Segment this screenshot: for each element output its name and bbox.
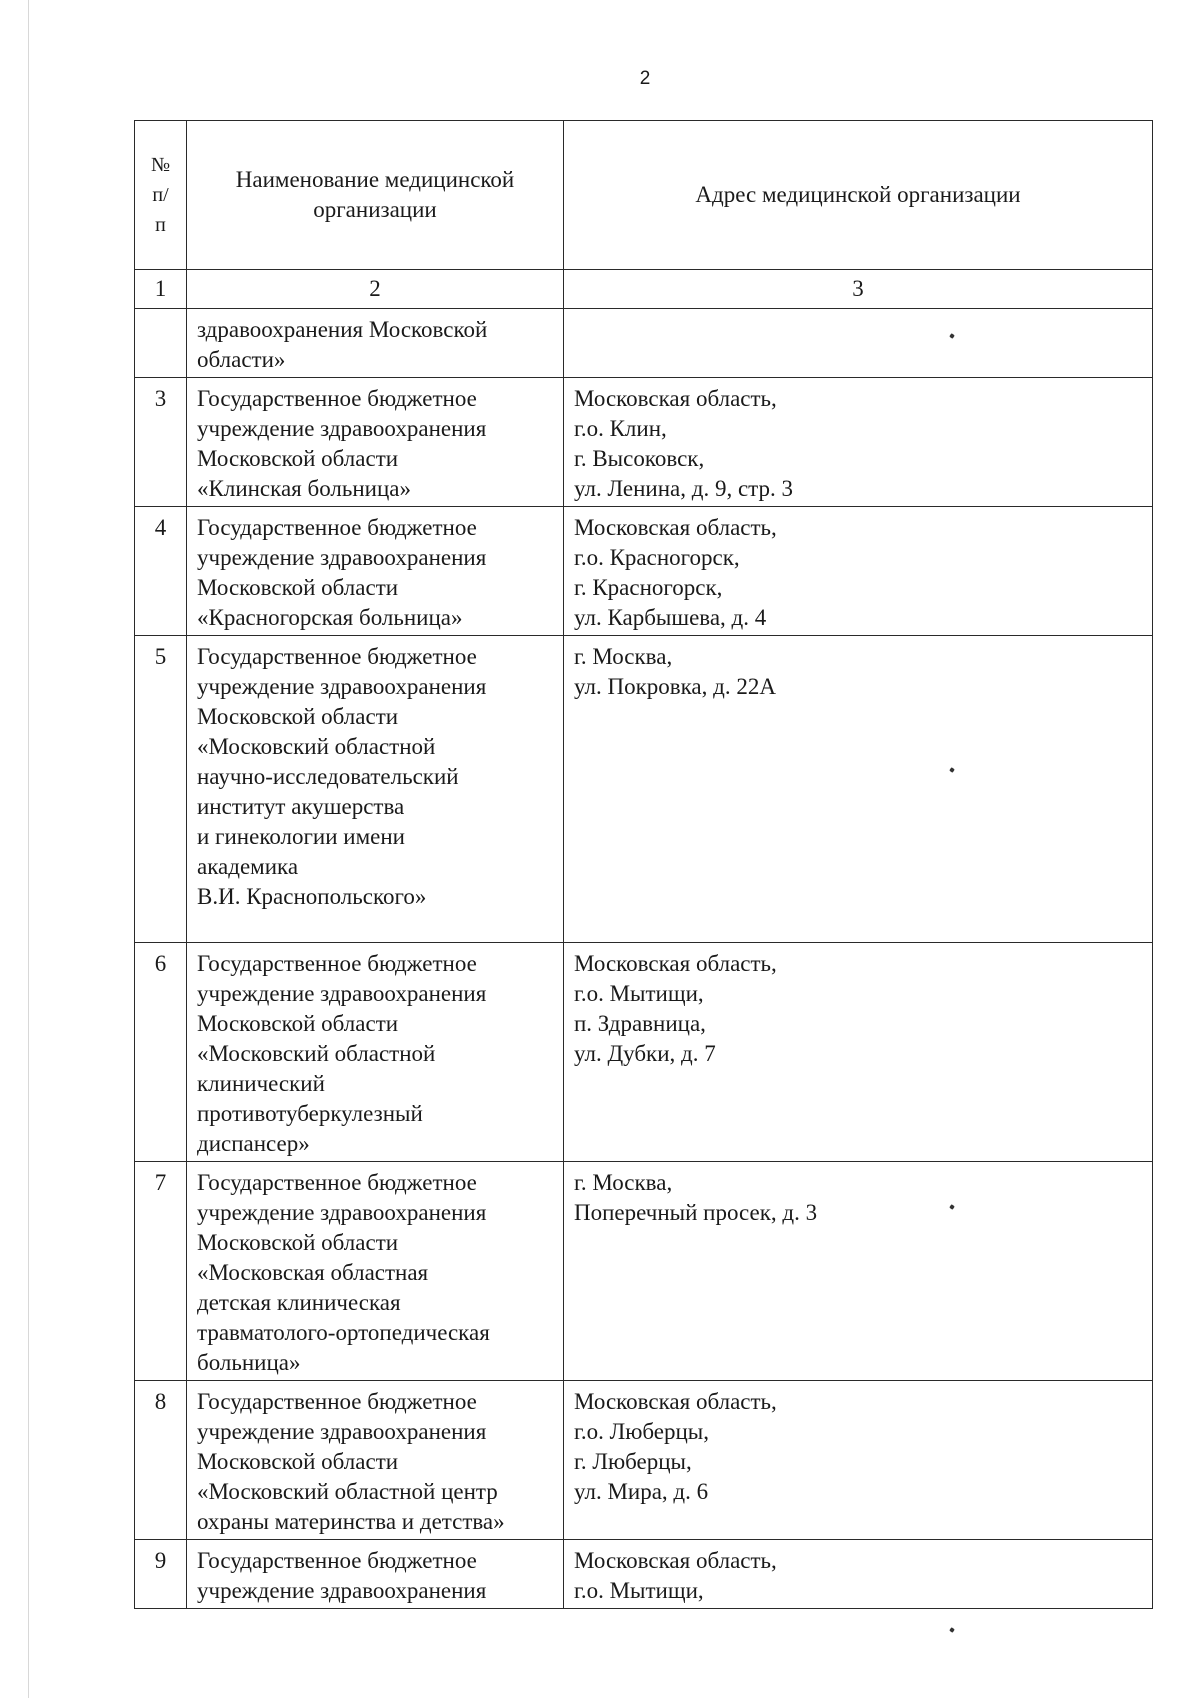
organization-name-line: клинический — [197, 1071, 325, 1096]
organization-name-line: Московской области — [197, 1011, 399, 1036]
table-row — [135, 1162, 1153, 1381]
organization-name — [187, 943, 564, 1162]
column-numbers-row — [135, 270, 1153, 309]
organization-address-line: Московская область, — [574, 386, 777, 411]
header-number — [135, 121, 187, 270]
row-number: 7 — [135, 1162, 187, 1381]
organization-address-line: г. Москва, — [574, 1170, 673, 1195]
header-name — [187, 121, 564, 270]
organization-address — [564, 1381, 1153, 1540]
organization-name — [187, 636, 564, 943]
organization-name-line: Московской области — [197, 446, 399, 471]
organization-name-line: учреждение здравоохранения — [197, 1200, 487, 1225]
column-number: 1 — [135, 270, 187, 309]
organization-address-line: г.о. Мытищи, — [574, 981, 704, 1006]
organization-name-line: «Красногорская больница» — [197, 605, 463, 630]
organization-address — [564, 1162, 1153, 1381]
organization-name-line: охраны материнства и детства» — [197, 1509, 505, 1534]
organization-name-line: Государственное бюджетное — [197, 1389, 477, 1414]
organization-address — [564, 1540, 1153, 1609]
organization-address-line: п. Здравница, — [574, 1011, 706, 1036]
organization-name-line: Государственное бюджетное — [197, 1170, 477, 1195]
table-row — [135, 309, 1153, 378]
table-row — [135, 1540, 1153, 1609]
row-number: 4 — [135, 507, 187, 636]
organization-address-line: Московская область, — [574, 515, 777, 540]
organization-address-line: г.о. Красногорск, — [574, 545, 740, 570]
organization-address-line: ул. Мира, д. 6 — [574, 1479, 709, 1504]
table-row — [135, 636, 1153, 943]
organization-name-line: учреждение здравоохранения — [197, 545, 487, 570]
organization-address — [564, 507, 1153, 636]
row-number: 5 — [135, 636, 187, 943]
organization-name-line: учреждение здравоохранения — [197, 674, 487, 699]
header-number-line: п/ — [152, 184, 169, 206]
organization-address-line: ул. Покровка, д. 22А — [574, 674, 776, 699]
header-address: Адрес медицинской организации — [564, 121, 1153, 270]
header-number-line: п — [155, 214, 166, 236]
organization-name — [187, 378, 564, 507]
table-row — [135, 1381, 1153, 1540]
organization-address-line: ул. Дубки, д. 7 — [574, 1041, 716, 1066]
organization-name — [187, 1381, 564, 1540]
organization-name-line: детская клиническая — [197, 1290, 401, 1315]
organization-name-line: диспансер» — [197, 1131, 310, 1156]
organization-name-line: академика — [197, 854, 299, 879]
organization-address — [564, 943, 1153, 1162]
organization-name-line: здравоохранения Московской — [197, 317, 488, 342]
organization-address-line: Московская область, — [574, 1389, 777, 1414]
organization-name-line: институт акушерства — [197, 794, 405, 819]
organization-name-line: «Клинская больница» — [197, 476, 412, 501]
organization-name — [187, 1540, 564, 1609]
organization-name-line: учреждение здравоохранения — [197, 1419, 487, 1444]
medical-organizations-table — [134, 120, 1153, 1609]
organization-name-line: Московской области — [197, 1449, 399, 1474]
organization-name — [187, 507, 564, 636]
organization-name-line: Государственное бюджетное — [197, 644, 477, 669]
scan-edge-line — [28, 0, 29, 1698]
organization-name — [187, 309, 564, 378]
table-row — [135, 507, 1153, 636]
organization-address-line: Московская область, — [574, 1548, 777, 1573]
organization-name-line: противотуберкулезный — [197, 1101, 423, 1126]
organization-address-line: ул. Карбышева, д. 4 — [574, 605, 767, 630]
organization-name-line: «Московский областной — [197, 1041, 436, 1066]
table-row — [135, 378, 1153, 507]
organization-address-line: Поперечный просек, д. 3 — [574, 1200, 818, 1225]
organization-address-line: г.о. Клин, — [574, 416, 667, 441]
organization-name-line: «Московский областной центр — [197, 1479, 498, 1504]
organization-name-line: области» — [197, 347, 286, 372]
row-number: 9 — [135, 1540, 187, 1609]
organization-name-line: травматолого-ортопедическая — [197, 1320, 490, 1345]
header-name-line: Наименование медицинской — [235, 167, 515, 192]
row-number: 8 — [135, 1381, 187, 1540]
organization-name-line: Московской области — [197, 575, 399, 600]
organization-name-line: учреждение здравоохранения — [197, 416, 487, 441]
column-number: 2 — [187, 270, 564, 309]
table-row — [135, 943, 1153, 1162]
header-number-line: № — [150, 154, 171, 176]
organization-name-line: больница» — [197, 1350, 301, 1375]
organization-address-line: ул. Ленина, д. 9, стр. 3 — [574, 476, 793, 501]
organization-name-line: научно-исследовательский — [197, 764, 459, 789]
organization-name-line: «Московская областная — [197, 1260, 429, 1285]
organization-name-line: учреждение здравоохранения — [197, 1578, 487, 1603]
organization-name-line: Государственное бюджетное — [197, 386, 477, 411]
organization-name-line: «Московский областной — [197, 734, 436, 759]
organization-name-line: Московской области — [197, 1230, 399, 1255]
page-number: 2 — [639, 68, 651, 89]
organization-address-line: г. Москва, — [574, 644, 673, 669]
organization-address-line: г. Высоковск, — [574, 446, 705, 471]
organization-name-line: Государственное бюджетное — [197, 515, 477, 540]
organization-address-line: Московская область, — [574, 951, 777, 976]
organization-name-line: Государственное бюджетное — [197, 951, 477, 976]
organization-name-line: Государственное бюджетное — [197, 1548, 477, 1573]
organization-address-line: г. Люберцы, — [574, 1449, 692, 1474]
header-name-line: организации — [313, 197, 437, 222]
organization-address — [564, 378, 1153, 507]
scan-speck — [949, 1627, 955, 1633]
table-header-row — [135, 121, 1153, 270]
organization-name — [187, 1162, 564, 1381]
organization-name-line: и гинекологии имени — [197, 824, 405, 849]
organization-name-line: учреждение здравоохранения — [197, 981, 487, 1006]
organization-address-line: г. Красногорск, — [574, 575, 723, 600]
organization-name-line: Московской области — [197, 704, 399, 729]
row-number — [135, 309, 187, 378]
organization-address-line: г.о. Мытищи, — [574, 1578, 704, 1603]
row-number: 3 — [135, 378, 187, 507]
organization-address — [564, 636, 1153, 943]
row-number: 6 — [135, 943, 187, 1162]
organization-address — [564, 309, 1153, 378]
organization-name-line: В.И. Краснопольского» — [197, 884, 427, 909]
organization-address-line: г.о. Люберцы, — [574, 1419, 709, 1444]
column-number: 3 — [564, 270, 1153, 309]
